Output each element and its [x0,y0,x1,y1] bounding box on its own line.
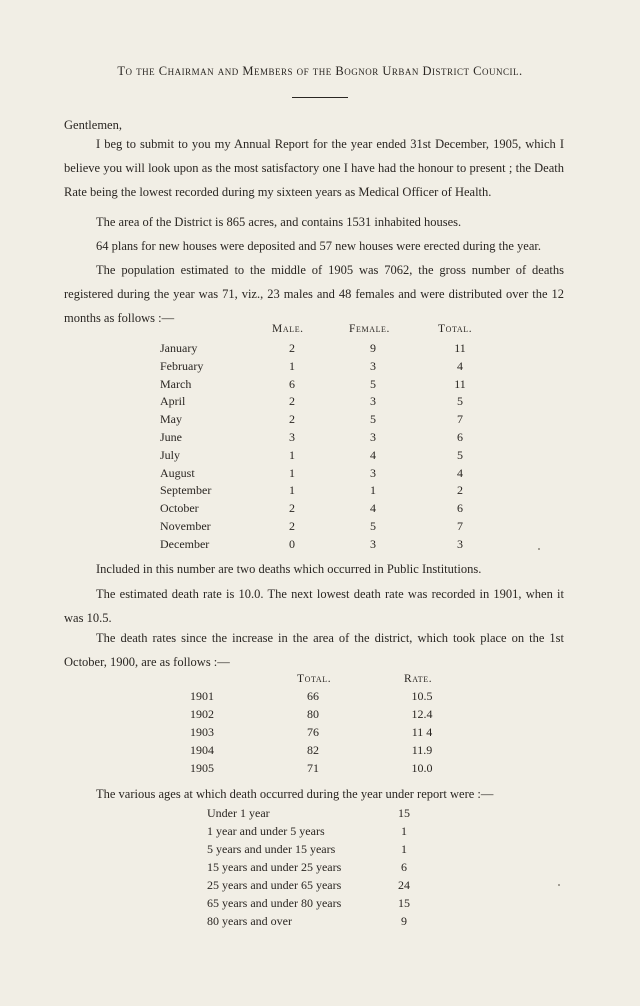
male-cell: 2 [289,501,295,515]
male-cell: 3 [289,430,295,444]
month-cell: March [160,377,192,391]
report-heading: To the Chairman and Members of the Bognor Urban District Council. [117,64,523,78]
female-cell: 5 [370,412,376,426]
female-cell: 4 [370,448,376,462]
month-cell: February [160,359,204,373]
deaths-cell: 1 [401,842,407,856]
col-header-female: Female. [349,323,391,335]
month-cell: July [160,448,181,462]
year-cell: 1905 [190,761,214,775]
rate-cell: 10.0 [411,761,433,775]
paragraph-death-rate: The estimated death rate is 10.0. The next lowest death rate was recorded in 1901, when it was 10.5. [64,587,564,625]
male-cell: 1 [289,448,295,462]
month-cell: August [160,466,195,480]
female-cell: 1 [370,483,376,497]
female-cell: 3 [370,359,376,373]
month-cell: June [160,430,182,444]
total-cell: 66 [307,689,319,703]
female-cell: 9 [370,341,376,355]
age-range-cell: 5 years and under 15 years [207,842,336,856]
total-cell: 2 [457,483,463,497]
paragraph-annual-report: I beg to submit to you my Annual Report for the year ended 31st December, 1905, which I believe you will look upon as the most satisfactory one I have had the honour to present ; the Death Rate being the lowest recorded during my sixteen years as Medical Officer of Health. [64,137,564,199]
total-cell: 76 [307,725,319,739]
age-range-cell: 25 years and under 65 years [207,878,342,892]
total-cell: 80 [307,707,319,721]
male-cell: 1 [289,359,295,373]
rate-cell: 11.9 [411,743,433,757]
male-cell: 2 [289,394,295,408]
male-cell: 1 [289,483,295,497]
year-cell: 1904 [190,743,214,757]
rate-cell: 11 4 [411,725,433,739]
rate-cell: 12.4 [411,707,433,721]
female-cell: 4 [370,501,376,515]
paragraph-ages: The various ages at which death occurred during the year under report were :— [96,787,494,801]
year-cell: 1901 [190,689,214,703]
female-cell: 3 [370,394,376,408]
age-range-cell: 1 year and under 5 years [207,824,325,838]
rate-cell: 10.5 [411,689,433,703]
total-cell: 7 [457,412,463,426]
paper-speck [558,884,560,886]
female-cell: 3 [370,430,376,444]
month-cell: May [160,412,182,426]
col-header-total: Total. [297,673,332,685]
paragraph-death-rates-since: The death rates since the increase in the area of the district, which took place on the 1st October, 1900, are as follows :— [64,631,564,669]
deaths-cell: 9 [401,914,407,928]
paper-speck [538,548,540,550]
col-header-total: Total. [438,323,473,335]
deaths-cell: 6 [401,860,407,874]
age-range-cell: 80 years and over [207,914,292,928]
female-cell: 3 [370,537,376,551]
month-cell: October [160,501,199,515]
total-cell: 3 [457,537,463,551]
paragraph-population: The population estimated to the middle of 1905 was 7062, the gross number of deaths registered during the year was 71, viz., 23 males and 48 females and were distributed over the 12 months as follows :— [64,263,564,325]
paragraph-area: The area of the District is 865 acres, and contains 1531 inhabited houses. [96,215,462,229]
male-cell: 2 [289,519,295,533]
paragraph-plans: 64 plans for new houses were deposited and 57 new houses were erected during the year. [96,239,541,253]
male-cell: 1 [289,466,295,480]
total-cell: 6 [457,501,463,515]
month-cell: January [160,341,198,355]
total-cell: 4 [457,359,463,373]
total-cell: 5 [457,448,463,462]
deaths-cell: 24 [398,878,410,892]
year-cell: 1902 [190,707,214,721]
month-cell: September [160,483,212,497]
male-cell: 2 [289,412,295,426]
age-range-cell: 65 years and under 80 years [207,896,342,910]
total-cell: 71 [307,761,319,775]
deaths-cell: 15 [398,896,410,910]
col-header-rate: Rate. [404,673,433,685]
male-cell: 0 [289,537,295,551]
male-cell: 2 [289,341,295,355]
deaths-cell: 15 [398,806,410,820]
total-cell: 11 [454,377,466,391]
month-cell: December [160,537,210,551]
male-cell: 6 [289,377,295,391]
year-cell: 1903 [190,725,214,739]
col-header-male: Male. [272,323,304,335]
heading-rule [292,97,348,98]
age-range-cell: 15 years and under 25 years [207,860,342,874]
female-cell: 5 [370,377,376,391]
paragraph-institutions: Included in this number are two deaths which occurred in Public Institutions. [96,562,482,576]
age-range-cell: Under 1 year [207,806,270,820]
total-cell: 11 [454,341,466,355]
total-cell: 5 [457,394,463,408]
month-cell: April [160,394,186,408]
total-cell: 4 [457,466,463,480]
month-cell: November [160,519,211,533]
female-cell: 5 [370,519,376,533]
total-cell: 7 [457,519,463,533]
total-cell: 82 [307,743,319,757]
deaths-cell: 1 [401,824,407,838]
female-cell: 3 [370,466,376,480]
total-cell: 6 [457,430,463,444]
salutation: Gentlemen, [64,118,122,132]
